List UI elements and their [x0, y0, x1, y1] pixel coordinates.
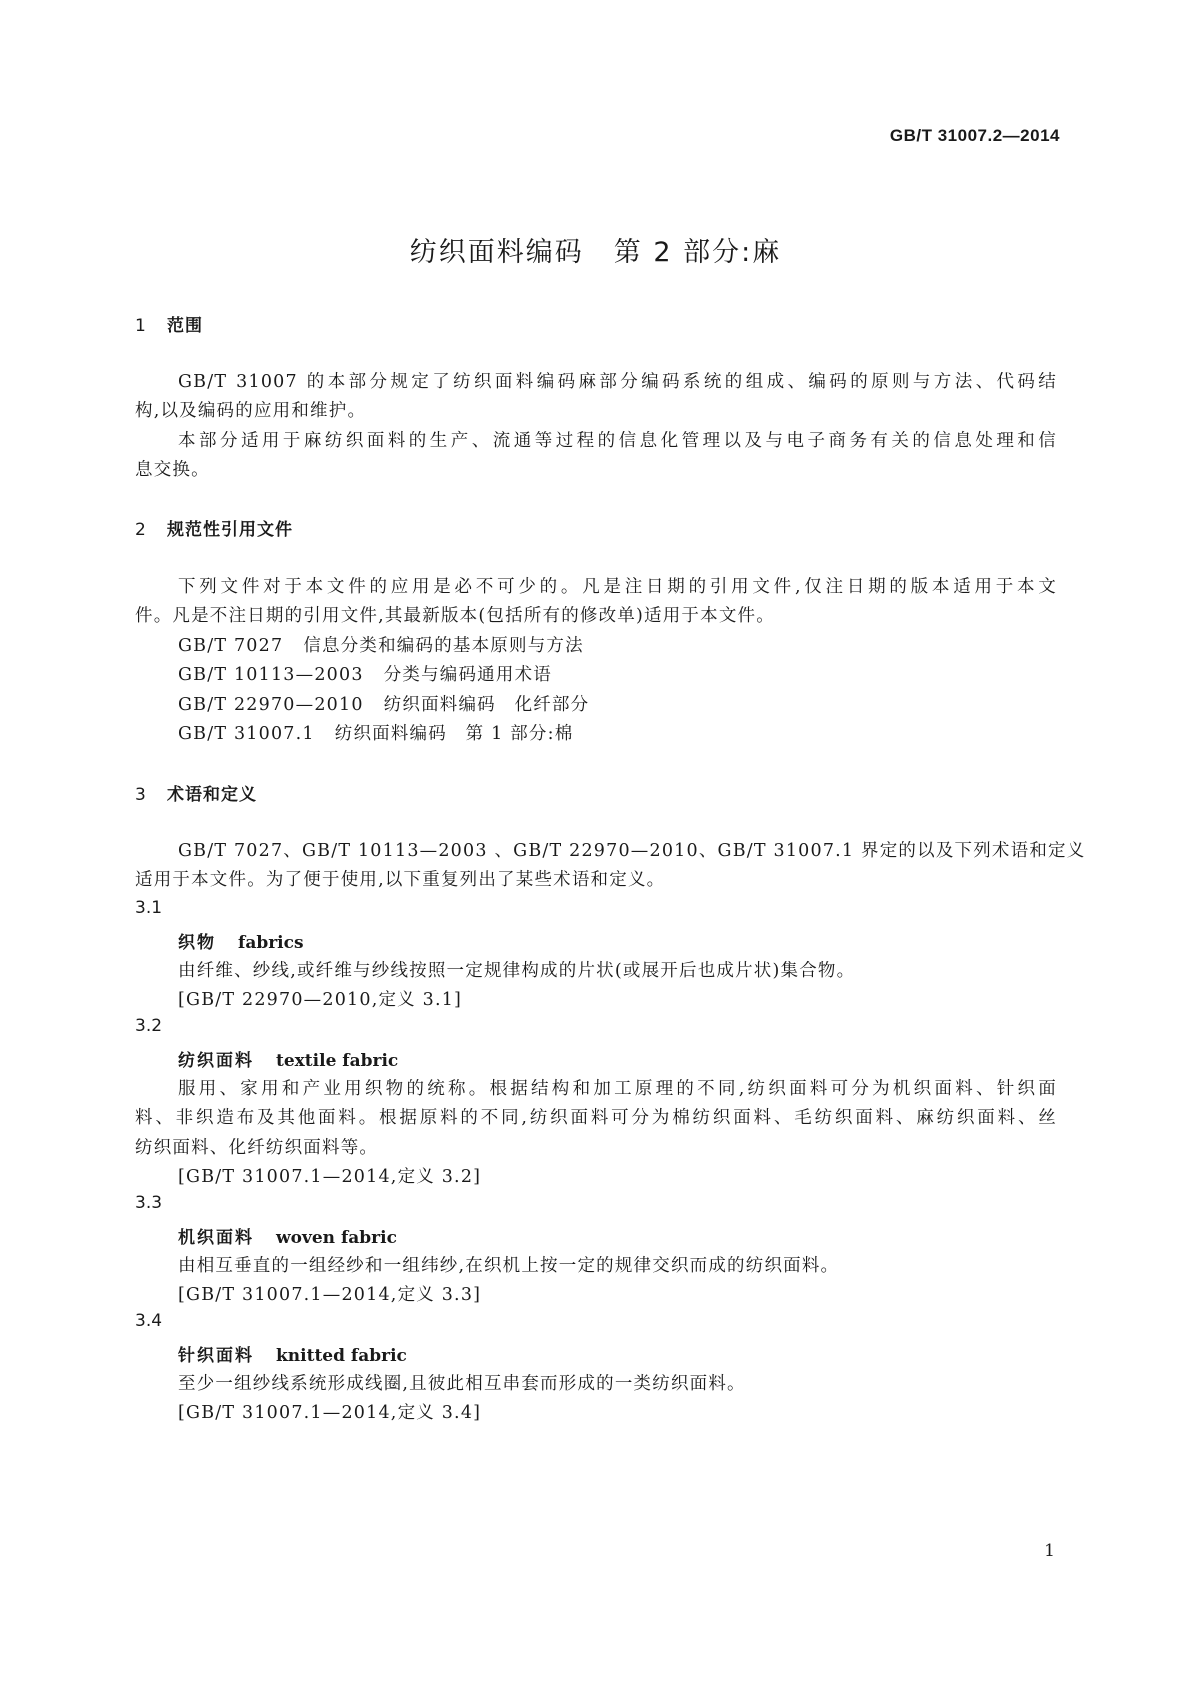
term-heading — [178, 1046, 398, 1071]
standard-code: GB/T 31007.2—2014 — [889, 126, 1060, 145]
reference-code: GB/T 22970—2010 — [178, 695, 364, 715]
term-heading — [178, 1223, 397, 1248]
term-source: [GB/T 31007.1—2014,定义 3.4] — [178, 1403, 482, 1423]
reference-code: GB/T 10113—2003 — [178, 665, 364, 685]
term-zh: 纺织面料 — [178, 1051, 254, 1071]
refs-intro-line: 件。凡是不注日期的引用文件,其最新版本(包括所有的修改单)适用于本文件。 — [135, 606, 775, 626]
term-en: textile fabric — [276, 1051, 399, 1071]
term-number: 3.2 — [135, 1016, 163, 1036]
term-definition: 服用、家用和产业用织物的统称。根据结构和加工原理的不同,纺织面料可分为机织面料、针织面 — [178, 1079, 1057, 1099]
page-number: 1 — [1044, 1541, 1055, 1561]
term-en: knitted fabric — [276, 1346, 407, 1366]
title-main: 纺织面料编码 — [409, 237, 584, 268]
term-zh: 针织面料 — [178, 1346, 254, 1366]
term-en: fabrics — [238, 933, 304, 953]
terms-intro-line: GB/T 7027、GB/T 10113—2003 、GB/T 22970—2010、GB/T 31007.1 界定的以及下列术语和定义 — [178, 841, 1086, 861]
section-number: 3 — [135, 785, 147, 805]
reference-name: 分类与编码通用术语 — [383, 665, 552, 685]
section-title: 范围 — [167, 316, 203, 336]
term-zh: 织物 — [178, 933, 216, 953]
reference-name: 信息分类和编码的基本原则与方法 — [303, 636, 584, 656]
term-definition: 纺织面料、化纤纺织面料等。 — [135, 1138, 379, 1158]
reference-name: 纺织面料编码 第 1 部分:棉 — [334, 724, 574, 744]
reference-code: GB/T 31007.1 — [178, 724, 315, 744]
section-heading-normative-references — [135, 515, 293, 540]
scope-paragraph-line: 构,以及编码的应用和维护。 — [135, 401, 367, 421]
term-definition: 由纤维、纱线,或纤维与纱线按照一定规律构成的片状(或展开后也成片状)集合物。 — [178, 961, 856, 981]
section-number: 1 — [135, 316, 147, 336]
reference-item — [178, 720, 1100, 745]
reference-item — [178, 661, 1100, 686]
term-definition: 由相互垂直的一组经纱和一组纬纱,在织机上按一定的规律交织而成的纺织面料。 — [178, 1256, 840, 1276]
section-number: 2 — [135, 520, 147, 540]
scope-paragraph-line: 本部分适用于麻纺织面料的生产、流通等过程的信息化管理以及与电子商务有关的信息处理和信 — [178, 431, 1057, 451]
reference-item — [178, 632, 1100, 657]
reference-name: 纺织面料编码 化纤部分 — [383, 695, 590, 715]
reference-item — [178, 691, 1100, 716]
section-heading-scope — [135, 311, 203, 336]
term-number: 3.3 — [135, 1193, 163, 1213]
title-part: 第 2 部分:麻 — [613, 237, 782, 268]
section-heading-terms — [135, 780, 257, 805]
reference-code: GB/T 7027 — [178, 636, 284, 656]
document-title — [0, 230, 1191, 269]
term-en: woven fabric — [276, 1228, 397, 1248]
term-heading — [178, 928, 304, 953]
term-definition: 料、非织造布及其他面料。根据原料的不同,纺织面料可分为棉纺织面料、毛纺织面料、麻纺织面料、丝 — [135, 1108, 1057, 1128]
refs-intro-line: 下列文件对于本文件的应用是必不可少的。凡是注日期的引用文件,仅注日期的版本适用于本文 — [178, 577, 1057, 597]
term-source: [GB/T 31007.1—2014,定义 3.2] — [178, 1167, 482, 1187]
term-source: [GB/T 22970—2010,定义 3.1] — [178, 990, 463, 1010]
term-number: 3.4 — [135, 1311, 163, 1331]
term-number: 3.1 — [135, 898, 163, 918]
scope-paragraph-line: 息交换。 — [135, 460, 210, 480]
section-title: 规范性引用文件 — [167, 520, 293, 540]
term-source: [GB/T 31007.1—2014,定义 3.3] — [178, 1285, 482, 1305]
section-title: 术语和定义 — [167, 785, 257, 805]
scope-paragraph-line: GB/T 31007 的本部分规定了纺织面料编码麻部分编码系统的组成、编码的原则与方法、代码结 — [178, 372, 1057, 392]
term-definition: 至少一组纱线系统形成线圈,且彼此相互串套而形成的一类纺织面料。 — [178, 1374, 746, 1394]
term-zh: 机织面料 — [178, 1228, 254, 1248]
term-heading — [178, 1341, 407, 1366]
terms-intro-line: 适用于本文件。为了便于使用,以下重复列出了某些术语和定义。 — [135, 870, 666, 890]
